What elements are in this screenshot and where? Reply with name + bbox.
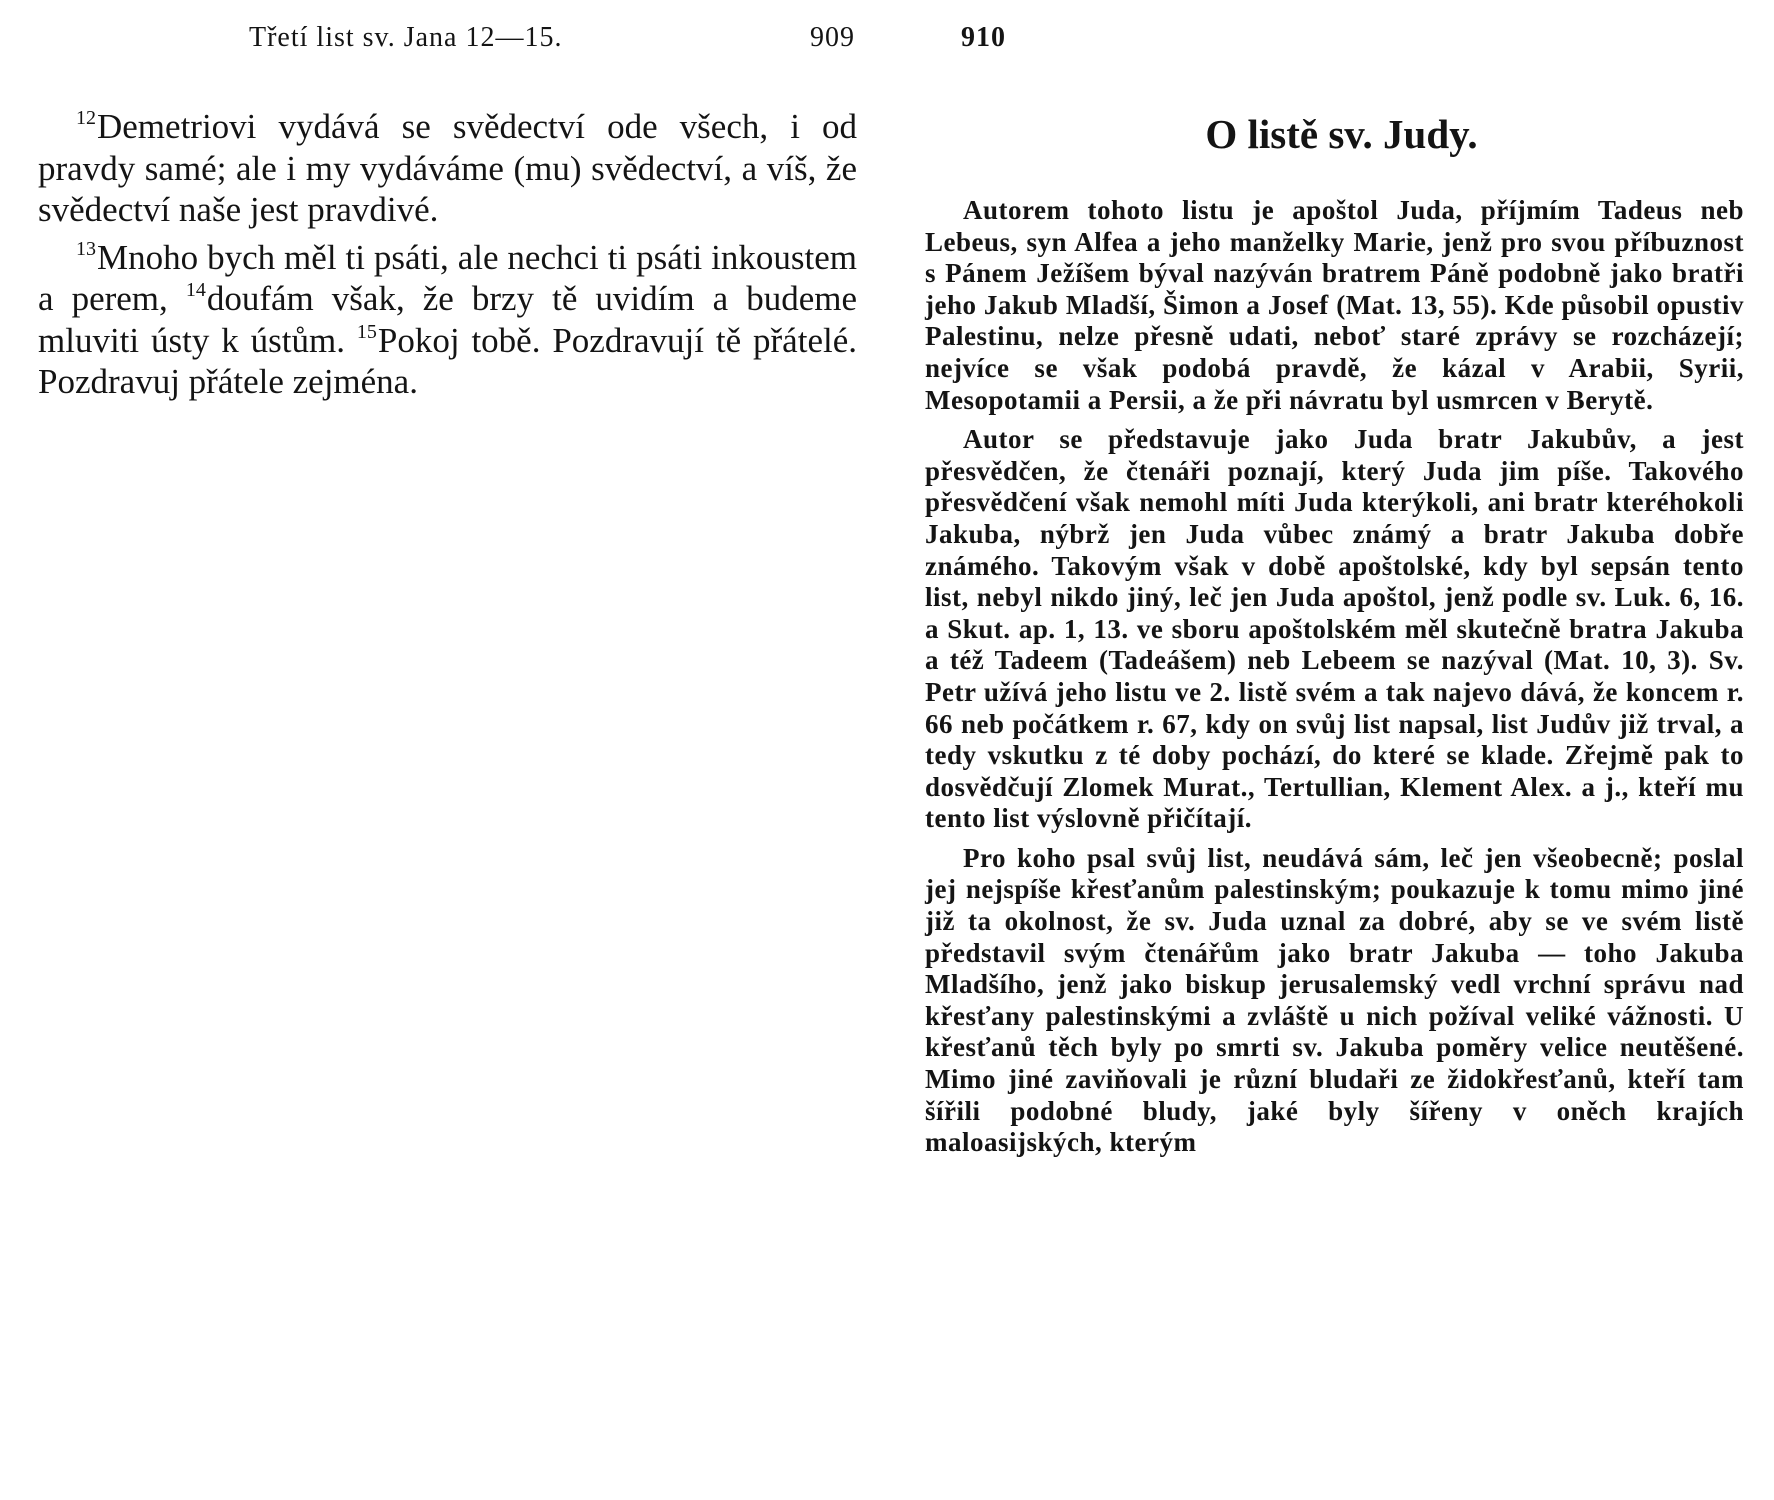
verse-paragraph xyxy=(38,237,857,403)
running-head-title: Třetí list sv. Jana 12—15. xyxy=(249,22,563,53)
page-number: 910 xyxy=(961,22,1006,53)
verse-number: 15 xyxy=(356,320,377,343)
section-heading: O listě sv. Judy. xyxy=(1205,111,1478,157)
verse-number: 14 xyxy=(185,279,206,301)
verse-paragraph xyxy=(38,106,857,231)
body-paragraph: Pro koho psal svůj list, neudává sám, leč jen všeobecně; poslal jej nejspíše křesťanům palestinským; poukazuje k tomu mimo jiné již ta okolnost, že sv. Juda uznal za dobré, aby se ve svém listě představil svým čtenářům jako bratr Jakuba — toho Jakuba Mladšího, jenž jako biskup jerusalemský vedl vrchní správu nad křesťany palestinskými a zvláště u nich požíval veliké vážnosti. U křesťanů těch byly po smrti sv. Jakuba poměry velice neutěšené. Mimo jiné zaviňovali je různí bludaři ze židokřesťanů, kteří tam šířili podobné bludy, jaké byly šířeny v oněch krajích maloasijských, kterým xyxy=(925,842,1744,1158)
running-head xyxy=(38,18,857,58)
verse-number: 13 xyxy=(76,237,96,260)
right-page xyxy=(887,0,1774,1500)
body-paragraph: Autor se představuje jako Juda bratr Jakubův, a jest přesvědčen, že čtenáři poznají, který Juda jim píše. Takového přesvědčení však nemohl míti Juda kterýkoli, ani bratr kteréhokoli Jakuba, nýbrž jen Juda vůbec známý a bratr Jakuba dobře známého. Takovým však v době apoštolské, kdy byl sepsán tento list, nebyl nikdo jiný, leč jen Juda apoštol, jenž podle sv. Luk. 6, 16. a Skut. ap. 1, 13. ve sboru apoštolském měl skutečně bratra Jakuba a též Tadeem (Tadeášem) neb Lebeem se nazýval (Mat. 10, 3). Sv. Petr užívá jeho listu ve 2. listě svém a tak najevo dává, že koncem r. 66 neb počátkem r. 67, kdy on svůj list napsal, list Judův již trval, a tedy vskutku z té doby pochází, do které se klade. Zřejmě pak to dosvědčují Zlomek Murat., Tertullian, Klement Alex. a j., kteří mu tento list výslovně přičítají. xyxy=(925,424,1744,834)
verse-text: Demetriovi vydává se svědectví ode všech, i od pravdy samé; ale i my vydáváme (mu) svědectví, a víš, že svědectví naše jest pravdivé. xyxy=(38,107,857,229)
verse-text: doufám však, že brzy tě uvidím a budeme mluviti ústy k ústům. xyxy=(38,279,857,360)
verse-text: Pokoj tobě. Pozdravují tě přátelé. Pozdravuj přátele zejména. xyxy=(38,320,857,401)
verse-number: 12 xyxy=(76,107,96,129)
verse-text: Mnoho bych měl ti psáti, ale nechci ti psáti inkoustem a perem, xyxy=(38,237,857,318)
page-number: 909 xyxy=(810,22,855,53)
running-head xyxy=(925,18,1744,58)
body-paragraph: Autorem tohoto listu je apoštol Juda, příjmím Tadeus neb Lebeus, syn Alfea a jeho manželky Marie, jenž pro svou příbuznost s Pánem Ježíšem býval nazýván bratrem Páně podobně jako bratři jeho Jakub Mladší, Šimon a Josef (Mat. 13, 55). Kde působil opustiv Palestinu, nelze přesně udati, neboť staré zprávy se rozcházejí; nejvíce se však podobá pravdě, že kázal v Arabii, Syrii, Mesopotamii a Persii, a že při návratu byl usmrcen v Berytě. xyxy=(925,195,1744,415)
